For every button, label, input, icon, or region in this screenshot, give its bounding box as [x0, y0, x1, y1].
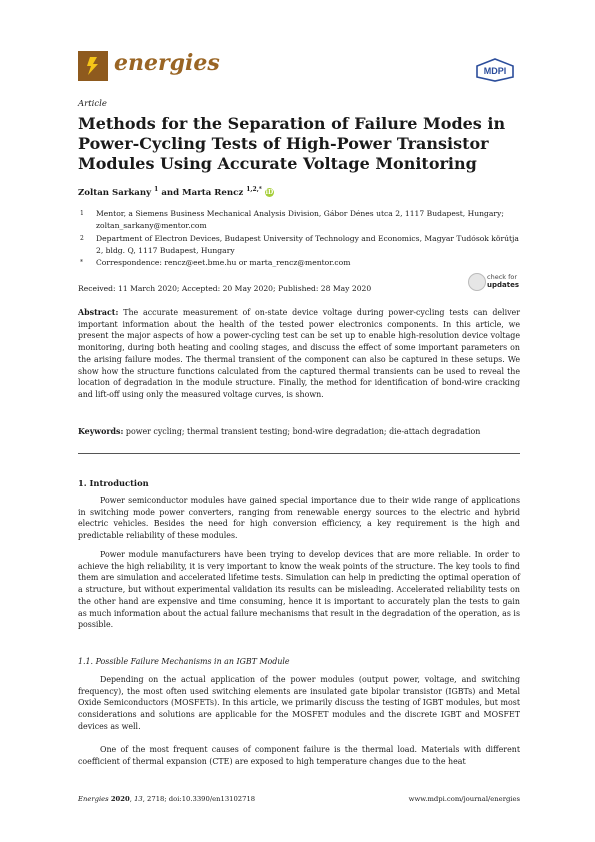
author-name[interactable]: Zoltan Sarkany: [78, 187, 152, 198]
paragraph: One of the most frequent causes of component failure is the thermal load. Materials with different coefficient of thermal expansion (CTE) are exposed to high temperature changes due to the heat: [78, 745, 520, 766]
subsection-heading: 1.1. Possible Failure Mechanisms in an IGBT Module: [78, 657, 290, 666]
abstract-label: Abstract:: [78, 308, 119, 317]
correspondence: * Correspondence: rencz@eet.bme.hu or marta_rencz@mentor.com: [80, 258, 351, 267]
section-heading: 1. Introduction: [78, 478, 149, 488]
mdpi-logo-icon: [474, 58, 516, 82]
citation-footer: Energies 2020, 13, 2718; doi:10.3390/en13102718: [78, 795, 256, 803]
author-list: [78, 186, 274, 198]
check-for-updates-button[interactable]: check for updates: [468, 273, 520, 291]
journal-url-link[interactable]: www.mdpi.com/journal/energies: [408, 795, 520, 803]
paper-title: Methods for the Separation of Failure Modes in Power-Cycling Tests of High-Power Transistor Modules Using Accurate Voltage Monitoring: [78, 114, 506, 173]
keywords-text: power cycling; thermal transient testing; bond-wire degradation; die-attach degradation: [125, 427, 481, 436]
abstract-text: The accurate measurement of on-state device voltage during power-cycling tests can deliver important information about the health of the tested power electronics components. In this article, we present the major aspects of how a power-cycling test can be set up to enable high-resolution device voltage monitoring, during both heating and cooling stages, and discuss the effect of some important parameters on the arising failure modes. The thermal transient of the component can also be captured in these setups. We show how the structure functions calculated from the captured thermal transients can be used to reveal the location of degradation in the module structure. Finally, the method for identification of bond-wire cracking and lift-off using only the measured voltage curves, is shown.: [78, 308, 520, 399]
affiliation-2: 2 Department of Electron Devices, Budapest University of Technology and Economics, Magyar Tudósok körútja 2, bldg. Q, 1117 Budapest, Hungary: [80, 234, 519, 255]
orcid-icon[interactable]: iD: [265, 188, 274, 196]
journal-name: energies: [114, 50, 220, 76]
keywords: [78, 427, 520, 436]
journal-logo-icon: [78, 51, 108, 81]
check-updates-icon: [468, 273, 486, 291]
affiliation-mark: 1: [154, 186, 159, 193]
publication-dates: Received: 11 March 2020; Accepted: 20 May 2020; Published: 28 May 2020: [78, 284, 372, 293]
abstract: [78, 307, 520, 401]
author-name[interactable]: Marta Rencz: [182, 187, 244, 198]
divider: [78, 453, 520, 454]
keywords-label: Keywords:: [78, 427, 124, 436]
svg-text:MDPI: MDPI: [483, 66, 507, 76]
article-type: Article: [78, 99, 107, 109]
paragraph: Power module manufacturers have been trying to develop devices that are more reliable. In order to achieve the high reliability, it is very important to know the weak points of the structure. The key tools to find them are simulation and accelerated lifetime tests. Simulation can help in predicting the optimal operation of a structure, but without experimental validation its results can be misleading. Accelerated reliability tests on the other hand are expensive and time consuming, hence it is important to accurately plan the tests to gain as much information about the actual failure mechanisms that result in the degradation of the operation, as is possible.: [78, 550, 520, 630]
author-conjunction: and: [161, 187, 180, 198]
lightning-bolt-icon: [82, 55, 104, 77]
paragraph: Depending on the actual application of the power modules (output power, voltage, and switching frequency), the most often used switching elements are insulated gate bipolar transistor (IGBTs) and Metal Oxide Semiconductors (MOSFETs). In this article, we primarily discuss the testing of IGBT modules, but most considerations and solutions are applicable for the MOSFET modules and the discrete IGBT and MOSFET devices as well.: [78, 675, 520, 731]
affiliation-mark: 1,2,*: [246, 186, 262, 193]
affiliation-1: 1 Mentor, a Siemens Business Mechanical Analysis Division, Gábor Dénes utca 2, 1117 Budapest, Hungary; zoltan_sarkany@mentor.com: [80, 209, 504, 230]
paragraph: Power semiconductor modules have gained special importance due to their wide range of applications in switching mode power converters, ranging from renewable energy sources to the electric and hybrid electric vehicles. Besides the need for high conversion efficiency, a key requirement is the high and predictable reliability of these modules.: [78, 496, 520, 541]
